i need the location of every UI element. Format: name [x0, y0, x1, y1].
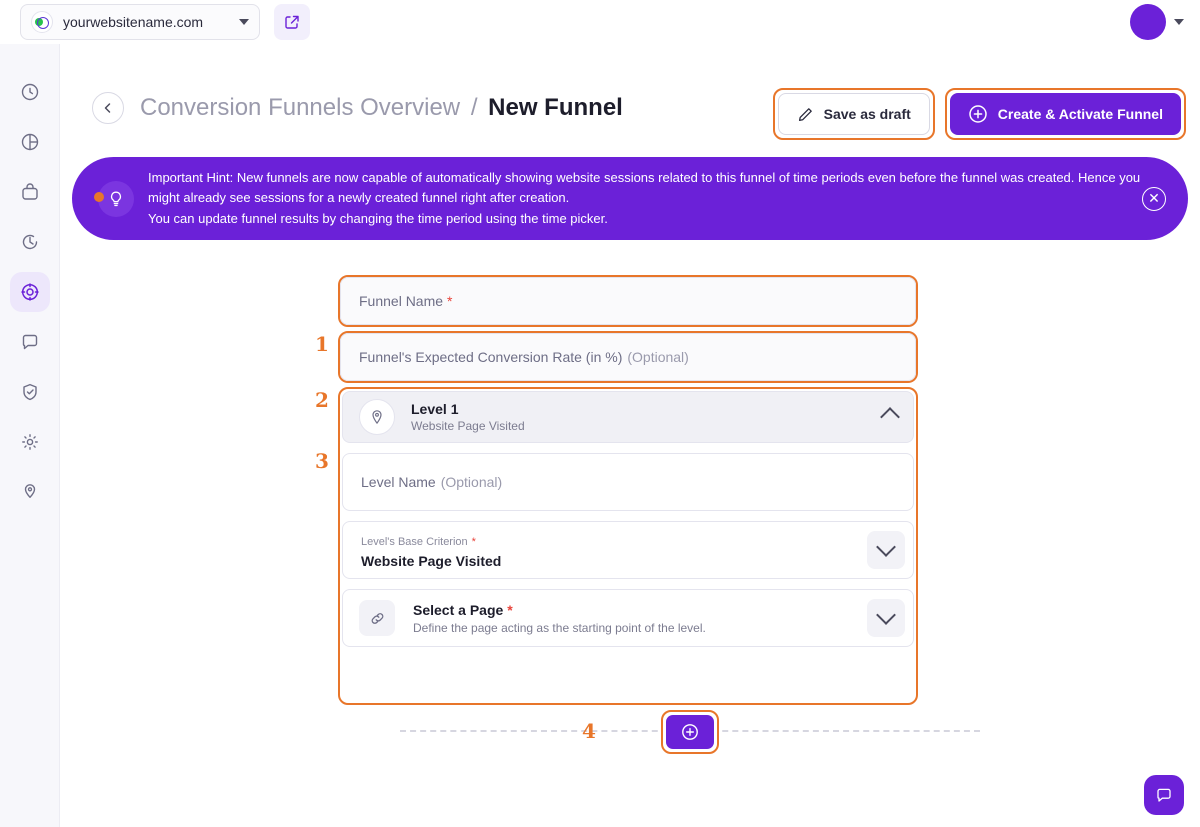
- target-icon: [20, 282, 40, 302]
- sidebar-item-products[interactable]: [10, 172, 50, 212]
- target-pin-glyph: [369, 409, 385, 425]
- header-actions: [773, 88, 1186, 140]
- bag-icon: [20, 182, 40, 202]
- lightbulb-glyph: [107, 190, 125, 208]
- base-criterion-value: Website Page Visited: [361, 552, 502, 569]
- base-criterion-caption: [361, 536, 476, 548]
- breadcrumb-parent[interactable]: Conversion Funnels Overview: [140, 94, 461, 121]
- create-activate-funnel-button[interactable]: [950, 93, 1181, 135]
- external-link-button[interactable]: [274, 4, 310, 40]
- select-page-texts: [413, 602, 867, 635]
- level-subtitle: Website Page Visited: [411, 419, 525, 433]
- chevron-down-icon: [876, 537, 896, 557]
- chat-icon: [20, 332, 40, 352]
- required-marker: *: [507, 601, 513, 618]
- gear-icon: [20, 432, 40, 452]
- base-criterion-labels: [361, 532, 867, 569]
- create-activate-funnel-label: Create & Activate Funnel: [997, 106, 1163, 122]
- save-as-draft-label: Save as draft: [823, 106, 911, 122]
- breadcrumb-separator: /: [470, 94, 478, 121]
- lightbulb-icon: [98, 181, 134, 217]
- step-number-3: 3: [315, 449, 329, 473]
- level-name-label: Level Name: [361, 474, 436, 490]
- site-selector[interactable]: [20, 4, 260, 40]
- required-marker: *: [447, 293, 453, 309]
- save-as-draft-button[interactable]: [778, 93, 930, 135]
- sidebar-item-settings[interactable]: [10, 422, 50, 462]
- top-bar: [0, 0, 1200, 44]
- hint-line-1: Important Hint: New funnels are now capable of automatically showing website sessions related to this funnel of time periods even before the funnel was created. Hence you might already see sessions for a newly created funnel right after creation.: [148, 170, 1141, 206]
- select-page-title: [413, 602, 867, 618]
- sidebar: [0, 44, 60, 827]
- arrow-left-icon: [100, 100, 116, 116]
- dashboard-icon: [20, 82, 40, 102]
- save-draft-highlight: [773, 88, 935, 140]
- close-icon[interactable]: ✕: [1142, 187, 1166, 211]
- account-menu[interactable]: [1130, 4, 1184, 40]
- optional-marker: (Optional): [627, 349, 689, 365]
- sidebar-item-privacy[interactable]: [10, 372, 50, 412]
- sidebar-item-heatmaps[interactable]: [10, 472, 50, 512]
- level-title: Level 1: [411, 401, 459, 417]
- website-favicon: [31, 11, 53, 33]
- sidebar-item-sessions[interactable]: [10, 222, 50, 262]
- breadcrumb: [140, 94, 623, 122]
- create-funnel-highlight: [945, 88, 1186, 140]
- chevron-up-icon[interactable]: [880, 407, 900, 427]
- site-name: yourwebsitename.com: [63, 14, 204, 30]
- sidebar-item-feedback[interactable]: [10, 322, 50, 362]
- plus-circle-icon: [681, 723, 699, 741]
- expected-rate-label: Funnel's Expected Conversion Rate (in %): [359, 349, 623, 365]
- level-header[interactable]: [342, 391, 914, 443]
- required-marker: *: [471, 535, 476, 548]
- sidebar-item-funnels[interactable]: [10, 272, 50, 312]
- activity-icon: [20, 232, 40, 252]
- page-header: [92, 92, 623, 124]
- external-link-icon: [284, 14, 300, 30]
- breadcrumb-current: New Funnel: [488, 94, 623, 121]
- pie-chart-icon: [20, 132, 40, 152]
- expected-conversion-rate-input[interactable]: [340, 333, 916, 381]
- location-icon: [20, 482, 40, 502]
- funnel-name-label: Funnel Name: [359, 293, 444, 309]
- hint-indicator-dot: [94, 192, 104, 202]
- select-page-title-text: Select a Page: [413, 601, 504, 618]
- select-page-dropdown-button[interactable]: [867, 599, 905, 637]
- target-pin-icon: [359, 399, 395, 435]
- step-number-1: 1: [315, 332, 329, 356]
- back-button[interactable]: [92, 92, 124, 124]
- main-content: [60, 44, 1200, 827]
- chevron-down-icon: [876, 605, 896, 625]
- level-texts: [411, 401, 883, 433]
- expected-rate-highlight: [338, 331, 918, 383]
- base-criterion-dropdown-button[interactable]: [867, 531, 905, 569]
- add-level-highlight: [661, 710, 719, 754]
- sidebar-item-analytics[interactable]: [10, 122, 50, 162]
- funnel-name-input[interactable]: [340, 277, 916, 325]
- chevron-down-icon[interactable]: [1174, 19, 1184, 25]
- link-glyph: [369, 610, 386, 627]
- step-number-4: 4: [582, 719, 596, 743]
- plus-circle-icon: [968, 104, 988, 124]
- shield-icon: [20, 382, 40, 402]
- link-icon: [359, 600, 395, 636]
- select-page-field[interactable]: [342, 589, 914, 647]
- select-page-subtitle: Define the page acting as the starting point of the level.: [413, 620, 706, 635]
- chat-support-button[interactable]: [1144, 775, 1184, 815]
- pencil-icon: [797, 106, 814, 123]
- optional-marker: (Optional): [440, 474, 503, 490]
- chat-bubble-icon: [1155, 786, 1173, 804]
- add-level-button[interactable]: [666, 715, 714, 749]
- hint-banner: [72, 157, 1188, 240]
- step-number-2: 2: [315, 388, 329, 412]
- chevron-down-icon[interactable]: [239, 19, 249, 25]
- level-name-input[interactable]: [342, 453, 914, 511]
- hint-text: [148, 168, 1158, 228]
- funnel-name-highlight: [338, 275, 918, 327]
- avatar[interactable]: [1130, 4, 1166, 40]
- sidebar-item-dashboard[interactable]: [10, 72, 50, 112]
- base-criterion-select[interactable]: [342, 521, 914, 579]
- hint-line-2: You can update funnel results by changing the time period using the time picker.: [148, 210, 608, 226]
- base-criterion-caption-text: Level's Base Criterion: [361, 535, 468, 548]
